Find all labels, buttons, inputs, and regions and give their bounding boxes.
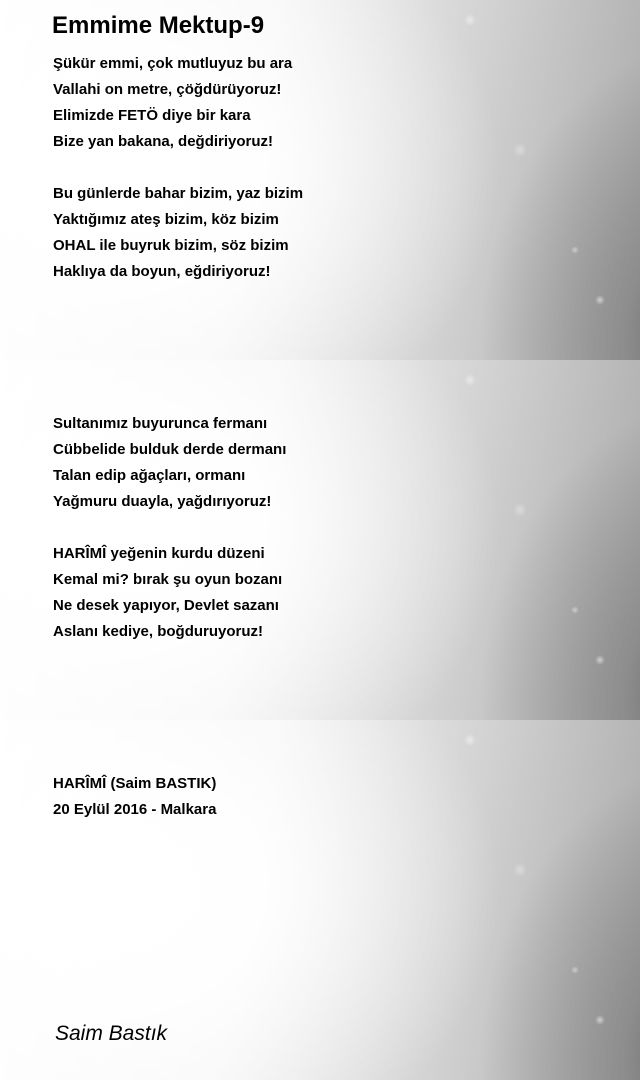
poem-line: Yağmuru duayla, yağdırıyoruz! (53, 493, 272, 510)
poem-line: Cübbelide bulduk derde dermanı (53, 441, 287, 458)
poem-panel-1 (0, 0, 640, 360)
poem-signature (53, 771, 216, 823)
poem-line: Sultanımız buyurunca fermanı (53, 415, 268, 432)
poem-line: Bu günlerde bahar bizim, yaz bizim (53, 185, 304, 202)
stanza-2 (53, 181, 303, 285)
poem-line: Haklıya da boyun, eğdiriyoruz! (53, 263, 271, 280)
poem-line: HARÎMÎ yeğenin kurdu düzeni (53, 545, 265, 562)
poem-line: Vallahi on metre, çöğdürüyoruz! (53, 81, 282, 98)
poem-line: Yaktığımız ateş bizim, köz bizim (53, 211, 279, 228)
stanza-3 (53, 411, 286, 515)
poem-line: Kemal mi? bırak şu oyun bozanı (53, 571, 283, 588)
stanza-1 (53, 51, 292, 155)
poem-line: Talan edip ağaçları, ormanı (53, 467, 246, 484)
poem-panel-3 (0, 720, 640, 1080)
poem-panel-2 (0, 360, 640, 720)
signature-date-place: 20 Eylül 2016 - Malkara (53, 801, 217, 818)
poem-line: Ne desek yapıyor, Devlet sazanı (53, 597, 279, 614)
poem-line: Şükür emmi, çok mutluyuz bu ara (53, 55, 293, 72)
poem-title: Emmime Mektup-9 (52, 12, 265, 39)
poem-line: Bize yan bakana, değdiriyoruz! (53, 133, 274, 150)
poem-line: Elimizde FETÖ diye bir kara (53, 107, 251, 124)
signature-name: HARÎMÎ (Saim BASTIK) (53, 775, 217, 792)
poem-line: Aslanı kediye, boğduruyoruz! (53, 623, 264, 640)
author-name: Saim Bastık (55, 1022, 168, 1045)
poem-line: OHAL ile buyruk bizim, söz bizim (53, 237, 289, 254)
stanza-4 (53, 541, 282, 645)
